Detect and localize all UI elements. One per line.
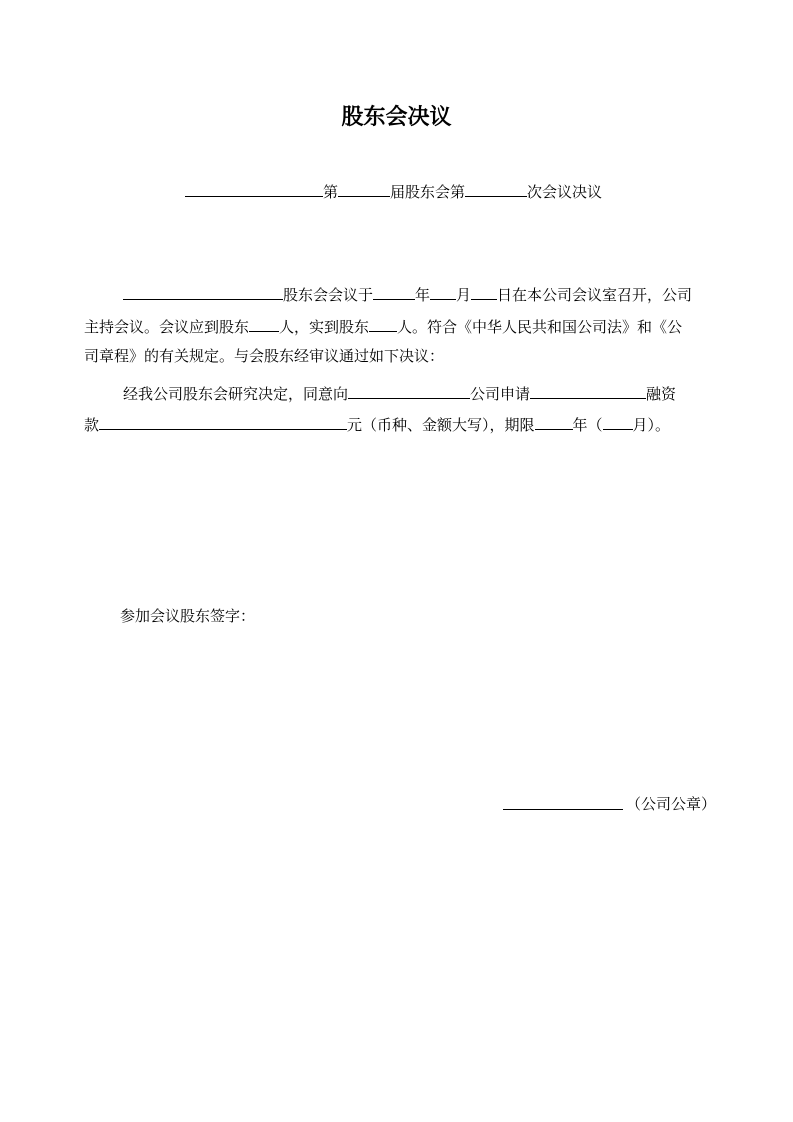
session-text-2: 届股东会第 [390,183,466,201]
seal-label: （公司公章） [626,795,717,813]
year-blank[interactable] [373,284,415,300]
financing-text: 融资 [646,385,677,403]
paragraph1-line3: 司章程》的有关规定。与会股东经审议通过如下决议： [84,347,445,365]
shareholders-expected-blank[interactable] [249,316,279,332]
decision-text: 经我公司股东会研究决定，同意向 [123,385,349,403]
day-blank[interactable] [471,284,497,300]
seal-blank[interactable] [503,809,623,810]
month-text: 月 [456,286,472,304]
company-name-blank[interactable] [185,181,323,197]
session-number-blank[interactable] [338,181,390,197]
company-name-blank-2[interactable] [123,284,283,300]
month-blank[interactable] [430,284,456,300]
law-text: 人。符合《中华人民共和国公司法》和《公 [397,318,683,336]
paragraph1-line1 [123,284,692,305]
loan-text: 款 [84,416,100,434]
session-text-3: 次会议决议 [527,183,603,201]
venue-text: 日在本公司会议室召开，公司 [497,286,693,304]
shareholders-present-blank[interactable] [369,316,397,332]
signature-label: 参加会议股东签字： [120,607,256,625]
bank-name-blank[interactable] [348,383,470,399]
term-month-text: 月）。 [632,416,671,434]
apply-text: 公司申请 [470,385,531,403]
amount-blank[interactable] [99,414,347,430]
term-months-blank[interactable] [603,414,633,430]
meeting-date-text: 股东会会议于 [283,286,374,304]
session-line [185,181,602,202]
host-text: 主持会议。会议应到股东 [84,318,250,336]
paragraph2-line2 [84,414,670,435]
attendance-text: 人，实到股东 [279,318,370,336]
paragraph2-line1 [123,383,676,404]
document-title: 股东会决议 [341,104,452,130]
paragraph1-line2 [84,316,682,337]
amount-text: 元（币种、金额大写），期限 [347,416,535,434]
term-years-blank[interactable] [535,414,573,430]
year-text: 年 [415,286,431,304]
financing-type-blank[interactable] [530,383,646,399]
meeting-number-blank[interactable] [465,181,527,197]
session-text-1: 第 [323,183,339,201]
term-year-text: 年（ [572,416,603,434]
